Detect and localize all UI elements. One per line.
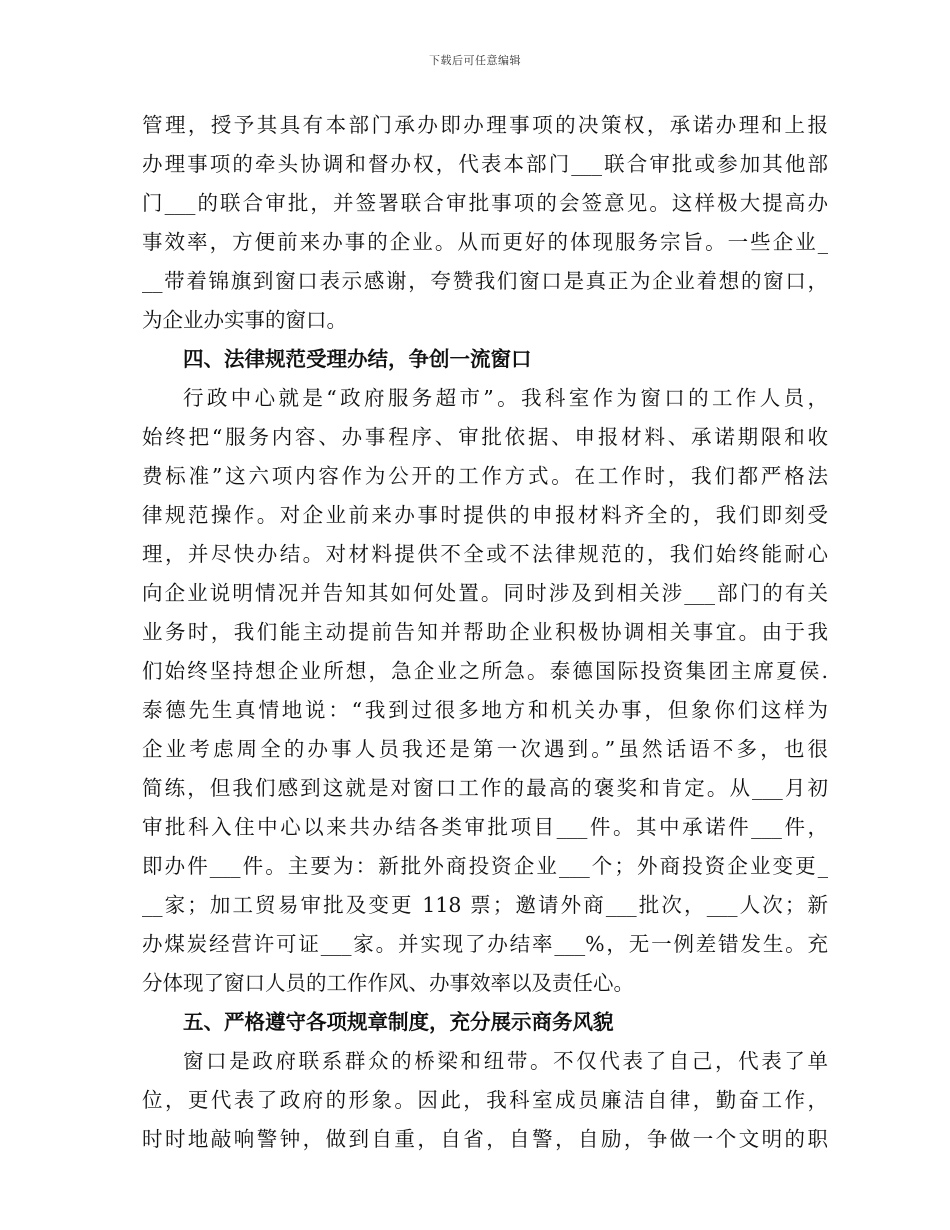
paragraph-line: 企业考虑周全的办事人员我还是第一次遇到。”虽然话语不多，也很	[142, 737, 828, 761]
section-heading-4: 四、法律规范受理办结，争创一流窗口	[183, 347, 532, 371]
paragraph-line: 即办件___件。主要为：新批外商投资企业___个；外商投资企业变更_	[142, 854, 828, 878]
paragraph-line: 泰德先生真情地说：“我到过很多地方和机关办事，但象你们这样为	[142, 698, 828, 722]
paragraph-line: 窗口是政府联系群众的桥梁和纽带。不仅代表了自己，代表了单	[183, 1049, 828, 1073]
paragraph-line: 们始终坚持想企业所想，急企业之所急。泰德国际投资集团主席夏侯.	[142, 659, 828, 683]
paragraph-line: 办理事项的牵头协调和督办权，代表本部门___联合审批或参加其他部	[142, 152, 828, 176]
paragraph-line: 时时地敲响警钟，做到自重，自省，自警，自励，争做一个文明的职	[142, 1127, 828, 1151]
paragraph-line: 分体现了窗口人员的工作作风、办事效率以及责任心。	[142, 971, 634, 995]
paragraph-line: 管理，授予其具有本部门承办即办理事项的决策权，承诺办理和上报	[142, 113, 828, 137]
paragraph-line: 向企业说明情况并告知其如何处置。同时涉及到相关涉___部门的有关	[142, 581, 828, 605]
paragraph-line: 律规范操作。对企业前来办事时提供的申报材料齐全的，我们即刻受	[142, 503, 828, 527]
paragraph-line: 简练，但我们感到这就是对窗口工作的最高的褒奖和肯定。从___月初	[142, 776, 828, 800]
paragraph-line: 办煤炭经营许可证___家。并实现了办结率___%，无一例差错发生。充	[142, 932, 828, 956]
paragraph-line: 位，更代表了政府的形象。因此，我科室成员廉洁自律，勤奋工作，	[142, 1088, 828, 1112]
page-header-note: 下载后可任意编辑	[429, 54, 521, 67]
paragraph-line: 费标准”这六项内容作为公开的工作方式。在工作时，我们都严格法	[142, 464, 828, 488]
paragraph-line: 为企业办实事的窗口。	[142, 308, 347, 332]
paragraph-line: 行政中心就是“政府服务超市”。我科室作为窗口的工作人员，	[183, 386, 828, 410]
paragraph-line: 门___的联合审批，并签署联合审批事项的会签意见。这样极大提高办	[142, 191, 828, 215]
paragraph-line: 始终把“服务内容、办事程序、审批依据、申报材料、承诺期限和收	[142, 425, 828, 449]
paragraph-line: __带着锦旗到窗口表示感谢，夸赞我们窗口是真正为企业着想的窗口，	[142, 269, 828, 293]
section-heading-5: 五、严格遵守各项规章制度，充分展示商务风貌	[183, 1010, 614, 1034]
paragraph-line: 事效率，方便前来办事的企业。从而更好的体现服务宗旨。一些企业_	[142, 230, 828, 254]
paragraph-line: 审批科入住中心以来共办结各类审批项目___件。其中承诺件___件，	[142, 815, 828, 839]
paragraph-line: 业务时，我们能主动提前告知并帮助企业积极协调相关事宜。由于我	[142, 620, 828, 644]
paragraph-line: __家；加工贸易审批及变更 118 票；邀请外商___批次，___人次；新	[142, 893, 828, 917]
paragraph-line: 理，并尽快办结。对材料提供不全或不法律规范的，我们始终能耐心	[142, 542, 828, 566]
document-body	[142, 106, 828, 1159]
